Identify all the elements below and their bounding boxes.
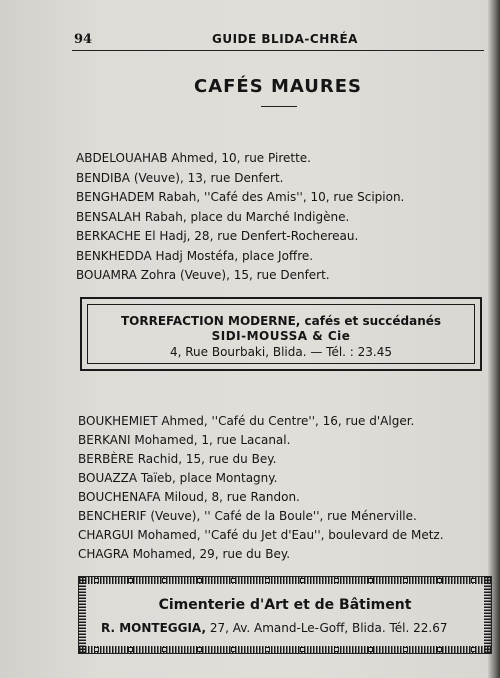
ornament-square: [197, 647, 202, 652]
list-item: BERKANI Mohamed, 1, rue Lacanal.: [78, 433, 291, 447]
ornament-square: [403, 578, 408, 583]
ornament-square: [368, 578, 373, 583]
ad-contact-line: [101, 621, 447, 635]
ornament-square: [334, 647, 339, 652]
ornament-square: [128, 647, 133, 652]
list-item: BENSALAH Rabah, place du Marché Indigène.: [76, 209, 350, 224]
advertisement-cimenterie: [78, 576, 492, 654]
border-ornaments: [79, 646, 491, 653]
running-title: GUIDE BLIDA-CHRÉA: [212, 32, 358, 46]
ornament-square: [162, 647, 167, 652]
ornament-square: [162, 578, 167, 583]
list-item: CHARGUI Mohamed, ''Café du Jet d'Eau'', boulevard de Metz.: [78, 528, 444, 542]
ad-content: [89, 587, 481, 643]
border-ornaments: [79, 577, 491, 584]
ad-line: SIDI-MOUSSA & Cie: [211, 329, 351, 343]
ad-inner-frame: [87, 304, 475, 364]
ornament-square: [300, 647, 305, 652]
ornament-square: [128, 578, 133, 583]
ornament-square: [437, 578, 442, 583]
ornament-square: [94, 578, 99, 583]
list-item: BENDIBA (Veuve), 13, rue Denfert.: [76, 170, 284, 185]
list-item: BERBÈRE Rachid, 15, rue du Bey.: [78, 452, 277, 466]
list-item: BENKHEDDA Hadj Mostéfa, place Joffre.: [76, 248, 314, 263]
ad-line: 4, Rue Bourbaki, Blida. — Tél. : 23.45: [169, 345, 393, 359]
ornament-square: [231, 578, 236, 583]
list-item: BENGHADEM Rabah, ''Café des Amis'', 10, rue Scipion.: [76, 190, 405, 204]
ornamental-border: [79, 577, 86, 653]
ornament-square: [300, 578, 305, 583]
advertisement-torrefaction: [80, 297, 482, 371]
ornament-square: [197, 578, 202, 583]
ornament-square: [94, 647, 99, 652]
section-title-text: CAFÉS MAURES: [194, 76, 362, 97]
ornament-square: [265, 647, 270, 652]
list-item: BOUKHEMIET Ahmed, ''Café du Centre'', 16, rue d'Alger.: [78, 414, 415, 428]
ad-address: 27, Av. Amand-Le-Goff, Blida. Tél. 22.67: [206, 621, 448, 635]
ornament-square: [334, 578, 339, 583]
page-header: [72, 30, 484, 51]
list-item: ABDELOUAHAB Ahmed, 10, rue Pirette.: [76, 151, 311, 165]
cafe-list-1: [76, 149, 404, 286]
title-rule: [261, 106, 297, 107]
page-number: 94: [74, 32, 93, 47]
ad-heading: Cimenterie d'Art et de Bâtiment: [158, 597, 412, 613]
ornamental-border: [484, 577, 491, 653]
list-item: BENCHERIF (Veuve), '' Café de la Boule'', rue Ménerville.: [78, 509, 417, 523]
ad-line: TORREFACTION MODERNE, cafés et succédanés: [120, 314, 442, 328]
ornament-square: [368, 647, 373, 652]
ornament-square: [265, 578, 270, 583]
ornament-square: [437, 647, 442, 652]
list-item: CHAGRA Mohamed, 29, rue du Bey.: [78, 547, 291, 561]
list-item: BOUAZZA Taïeb, place Montagny.: [78, 471, 278, 485]
ornament-square: [471, 647, 476, 652]
cafe-list-2: [78, 412, 444, 564]
list-item: BOUCHENAFA Miloud, 8, rue Randon.: [78, 490, 300, 504]
list-item: BOUAMRA Zohra (Veuve), 15, rue Denfert.: [76, 268, 330, 282]
ornament-square: [231, 647, 236, 652]
ad-owner-name: R. MONTEGGIA,: [101, 621, 206, 635]
ornament-square: [471, 578, 476, 583]
section-title: [0, 76, 500, 97]
ornament-square: [403, 647, 408, 652]
list-item: BERKACHE El Hadj, 28, rue Denfert-Rochereau.: [76, 229, 359, 243]
